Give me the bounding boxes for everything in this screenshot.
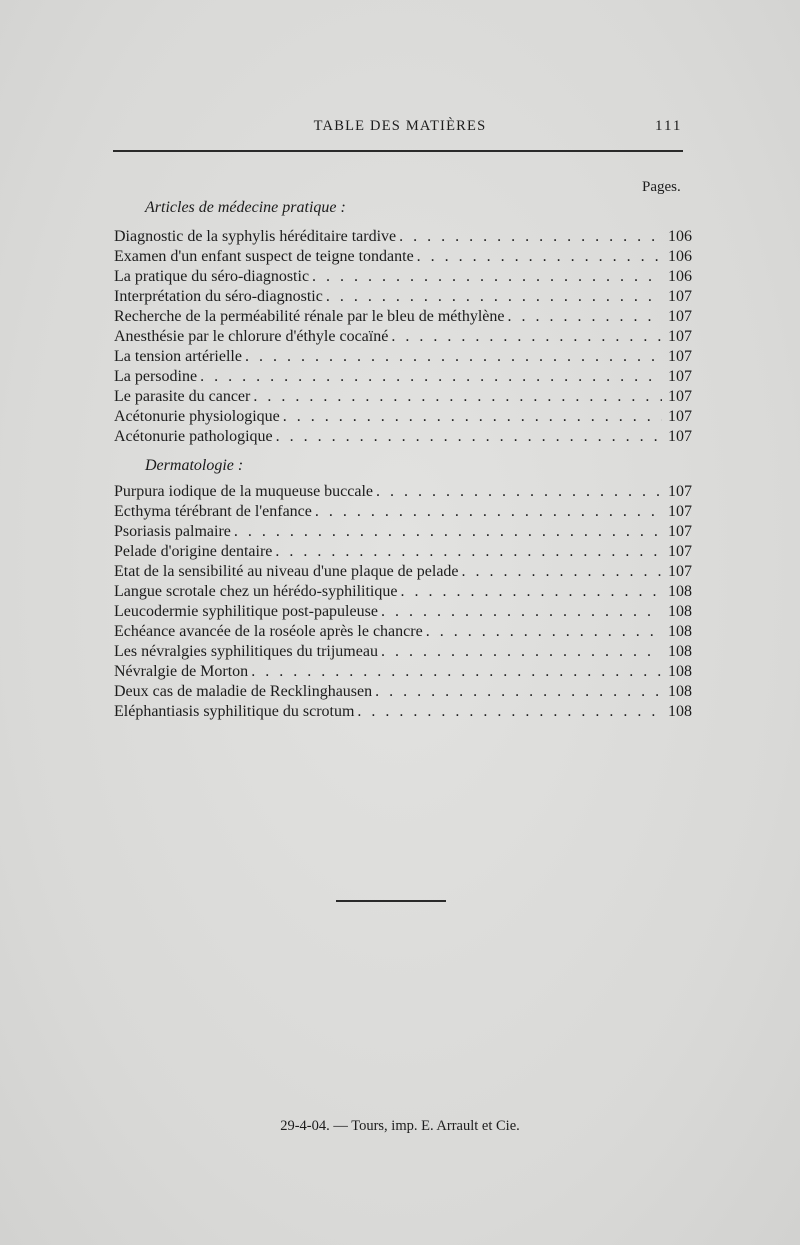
dot-leader [315,502,662,522]
dot-leader [375,682,662,702]
toc-entry [114,287,692,307]
toc-entry-title: Interprétation du séro-diagnostic [114,288,323,305]
dot-leader [399,227,662,247]
toc-entry-title: Anesthésie par le chlorure d'éthyle cocaïné [114,328,389,345]
toc-entry [114,267,692,287]
toc-entry [114,407,692,427]
dot-leader [381,602,662,622]
toc-entry-page: 106 [668,248,692,265]
toc-entry [114,562,692,582]
page-number: 111 [655,118,683,134]
toc-entry-title: Acétonurie pathologique [114,428,273,445]
toc-entry [114,662,692,682]
toc-entry-page: 107 [668,563,692,580]
toc-entry-title: Examen d'un enfant suspect de teigne tondante [114,248,414,265]
printer-imprint: 29-4-04. — Tours, imp. E. Arrault et Cie. [280,1118,520,1134]
toc-entry-title: La pratique du séro-diagnostic [114,268,310,285]
toc-entry-title: Pelade d'origine dentaire [114,543,273,560]
toc-entry-page: 107 [668,503,692,520]
dot-leader [253,387,662,407]
toc-entry-page: 108 [668,683,692,700]
dot-leader [326,287,662,307]
dot-leader [381,642,662,662]
toc-entry [114,502,692,522]
dot-leader [276,427,662,447]
dot-leader [275,542,662,562]
toc-entry-page: 108 [668,643,692,660]
toc-entry-page: 108 [668,583,692,600]
dot-leader [251,662,662,682]
dot-leader [200,367,662,387]
toc-entry [114,327,692,347]
toc-entry-page: 107 [668,428,692,445]
toc-entry-page: 107 [668,523,692,540]
toc-list-medecine-pratique [114,227,692,447]
toc-entry [114,482,692,502]
toc-entry-title: Diagnostic de la syphylis héréditaire tardive [114,228,397,245]
toc-entry-page: 107 [668,543,692,560]
toc-entry-title: Eléphantiasis syphilitique du scrotum [114,703,355,720]
section-title-dermatologie: Dermatologie : [145,457,244,474]
toc-entry [114,522,692,542]
toc-entry [114,307,692,327]
dot-leader [462,562,662,582]
toc-entry-title: Deux cas de maladie de Recklinghausen [114,683,373,700]
dot-leader [357,702,662,722]
toc-entry-title: Leucodermie syphilitique post-papuleuse [114,603,378,620]
dot-leader [245,347,662,367]
dot-leader [312,267,662,287]
toc-entry-title: Psoriasis palmaire [114,523,231,540]
toc-entry [114,347,692,367]
toc-entry-page: 107 [668,408,692,425]
toc-entry-page: 107 [668,288,692,305]
toc-entry-page: 107 [668,308,692,325]
toc-entry [114,682,692,702]
toc-entry [114,227,692,247]
toc-entry-page: 107 [668,328,692,345]
toc-entry-page: 107 [668,388,692,405]
toc-entry-title: La persodine [114,368,198,385]
toc-entry [114,367,692,387]
toc-entry [114,582,692,602]
toc-entry-page: 108 [668,603,692,620]
toc-entry-page: 106 [668,228,692,245]
toc-entry-title: Névralgie de Morton [114,663,249,680]
dot-leader [376,482,662,502]
toc-entry-page: 108 [668,703,692,720]
toc-entry-title: Etat de la sensibilité au niveau d'une plaque de pelade [114,563,459,580]
pages-column-label: Pages. [642,179,681,195]
toc-entry-page: 107 [668,483,692,500]
toc-entry-title: La tension artérielle [114,348,242,365]
toc-entry-page: 108 [668,663,692,680]
dot-leader [391,327,662,347]
toc-entry [114,427,692,447]
toc-entry-page: 107 [668,348,692,365]
dot-leader [426,622,662,642]
toc-entry-title: Echéance avancée de la roséole après le chancre [114,623,423,640]
toc-entry-page: 107 [668,368,692,385]
toc-entry [114,602,692,622]
dot-leader [417,247,662,267]
toc-entry [114,247,692,267]
toc-entry-title: Langue scrotale chez un hérédo-syphilitique [114,583,398,600]
running-header [0,118,800,138]
toc-list-dermatologie [114,482,692,722]
toc-entry [114,542,692,562]
toc-entry [114,702,692,722]
toc-entry-page: 108 [668,623,692,640]
toc-entry [114,642,692,662]
toc-entry-page: 106 [668,268,692,285]
dot-leader [400,582,662,602]
page-title: TABLE DES MATIÈRES [313,118,487,134]
dot-leader [507,307,662,327]
toc-entry-title: Ecthyma térébrant de l'enfance [114,503,312,520]
toc-entry-title: Acétonurie physiologique [114,408,280,425]
dot-leader [283,407,662,427]
toc-entry [114,622,692,642]
toc-entry-title: Les névralgies syphilitiques du trijumeau [114,643,378,660]
toc-entry-title: Le parasite du cancer [114,388,251,405]
dot-leader [234,522,662,542]
section-title-medecine-pratique: Articles de médecine pratique : [145,199,346,216]
header-rule [113,150,683,152]
toc-entry-title: Purpura iodique de la muqueuse buccale [114,483,374,500]
toc-entry [114,387,692,407]
end-rule [336,900,446,902]
toc-entry-title: Recherche de la perméabilité rénale par le bleu de méthylène [114,308,505,325]
